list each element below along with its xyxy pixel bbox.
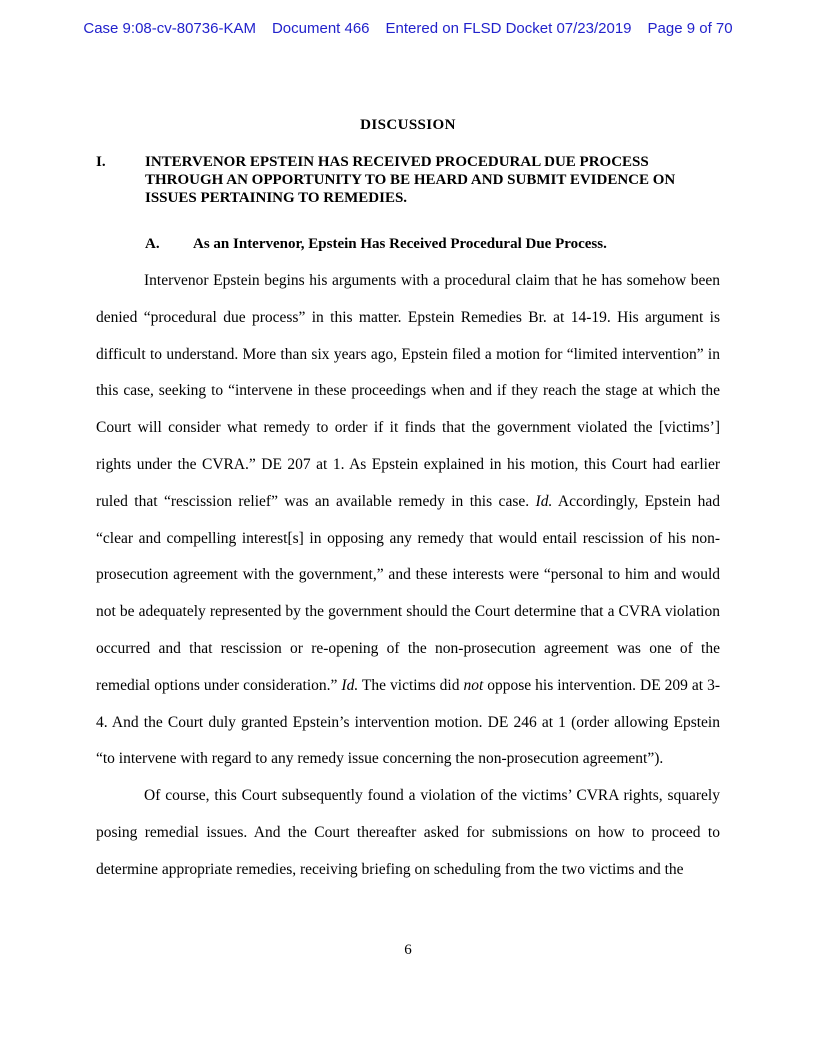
heading-subsection-A [96, 235, 720, 253]
page-number: 6 [404, 942, 412, 958]
heading-section-I [96, 153, 720, 207]
discussion-title: DISCUSSION [360, 117, 456, 133]
paragraph-1-text: The victims did [358, 676, 464, 694]
page-indicator: Page 9 of 70 [647, 20, 733, 37]
document-number: Document 466 [271, 20, 370, 37]
docket-entry-date: Entered on FLSD Docket 07/23/2019 [385, 20, 632, 37]
emphasis-not: not [463, 676, 484, 694]
heading-subsection-A-text: As an Intervenor, Epstein Has Received Procedural Due Process. [193, 236, 607, 252]
citation-id-2: Id. [341, 676, 359, 694]
heading-section-I-number: I. [96, 154, 106, 170]
paragraph-1-text: Intervenor Epstein begins his arguments with a procedural claim that he has somehow been denied “procedural due process” in this matter. Epstein Remedies Br. at 14-19. His argument is difficult to understand. More than six years ago, Epstein filed a motion for “limited intervention” in this case, seeking to “intervene in these proceedings when and if they reach the stage at which the Court will consider what remedy to order if it finds that the government violated the [victims’] rights under the CVRA.” DE 207 at 1. As Epstein explained in his motion, this Court had earlier ruled that “rescission relief” was an available remedy in this case. [96, 272, 720, 510]
heading-section-I-text: INTERVENOR EPSTEIN HAS RECEIVED PROCEDURAL DUE PROCESS THROUGH AN OPPORTUNITY TO BE HEARD AND SUBMIT EVIDENCE ON ISSUES PERTAINING TO REMEDIES. [145, 154, 676, 206]
paragraph-1-text: Accordingly, Epstein had “clear and compelling interest[s] in opposing any remedy that would entail rescission of his non-prosecution agreement with the government,” and these interests were “personal to him and would not be adequately represented by the government should the Court determine that a CVRA violation occurred and that rescission or re-opening of the non-prosecution agreement was one of the remedial options under consideration.” [96, 492, 720, 694]
citation-id-1: Id. [535, 492, 553, 510]
paragraph-1-text: oppose his intervention. DE 209 at 3-4. And the Court duly granted Epstein’s intervention motion. DE 246 at 1 (order allowing Epstein “to intervene with regard to any remedy issue concerning the non-prosecution agreement”). [96, 676, 721, 768]
paragraph-1 [96, 263, 720, 778]
paragraph-2: Of course, this Court subsequently found a violation of the victims’ CVRA rights, squarely posing remedial issues. And the Court thereafter asked for submissions on how to proceed to determine appropriate remedies, receiving briefing on scheduling from the two victims and the [96, 787, 720, 878]
case-number: Case 9:08-cv-80736-KAM [83, 20, 256, 37]
heading-subsection-A-number: A. [145, 236, 160, 252]
document-body [96, 0, 720, 889]
